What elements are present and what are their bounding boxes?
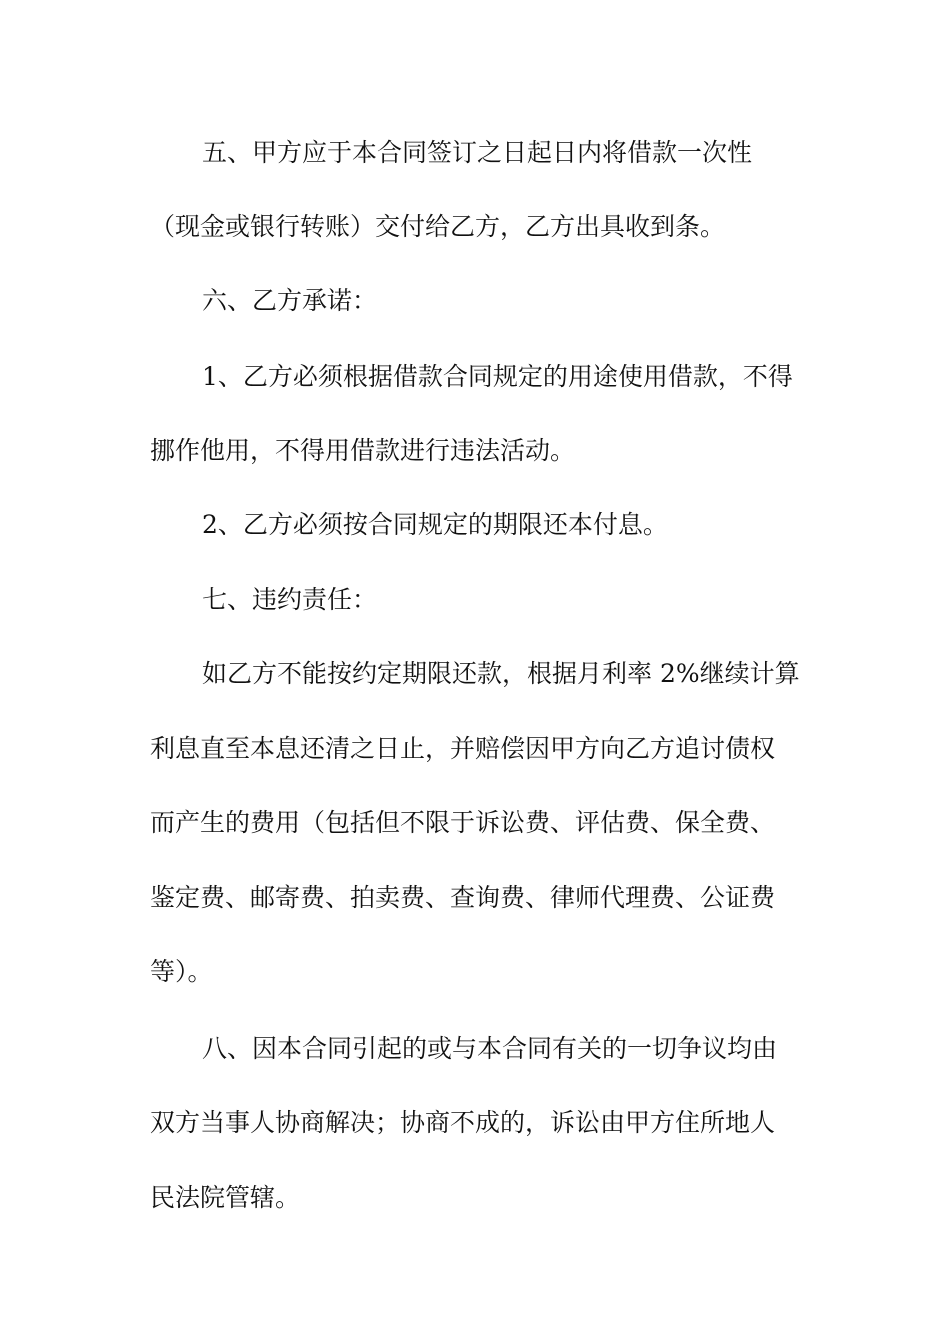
clause-7-line-5: 等）。 [150, 957, 213, 986]
clause-7-line-3: 而产生的费用（包括但不限于诉讼费、评估费、保全费、 [150, 808, 776, 837]
clause-6-item-2: 2、乙方必须按合同规定的期限还本付息。 [202, 510, 668, 539]
clause-8-line-3: 民法院管辖。 [150, 1183, 301, 1212]
clause-8-line-1: 八、因本合同引起的或与本合同有关的一切争议均由 [202, 1034, 778, 1063]
clause-7-line-1: 如乙方不能按约定期限还款，根据月利率 2%继续计算 [202, 659, 800, 688]
clause-8-line-2: 双方当事人协商解决；协商不成的，诉讼由甲方住所地人 [150, 1108, 776, 1137]
clause-5-line-1: 五、甲方应于本合同签订之日起日内将借款一次性 [202, 138, 753, 167]
clause-7-line-2: 利息直至本息还清之日止，并赔偿因甲方向乙方追讨债权 [150, 734, 776, 763]
clause-6-item-1-line-2: 挪作他用，不得用借款进行违法活动。 [150, 436, 576, 465]
clause-6-heading: 六、乙方承诺： [202, 286, 378, 315]
clause-5-line-2: （现金或银行转账）交付给乙方，乙方出具收到条。 [150, 212, 726, 241]
clause-7-line-4: 鉴定费、邮寄费、拍卖费、查询费、律师代理费、公证费 [150, 883, 776, 912]
clause-6-item-1-line-1: 1、乙方必须根据借款合同规定的用途使用借款，不得 [202, 362, 793, 391]
clause-7-heading: 七、违约责任： [202, 585, 378, 614]
